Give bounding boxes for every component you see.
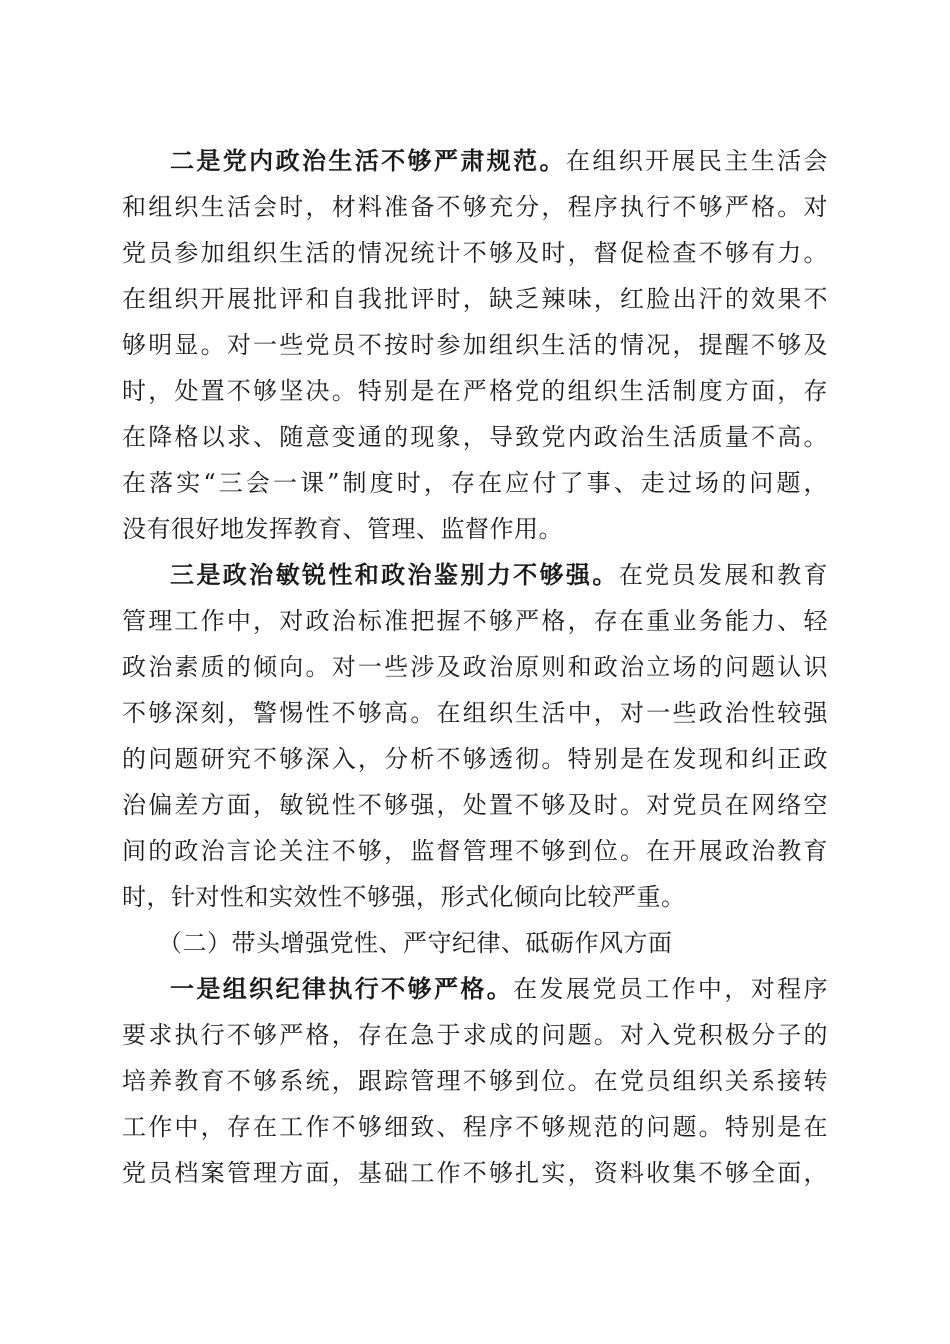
- paragraph-3-line-1: [170, 971, 828, 1007]
- paragraph-1-line-4: 在组织开展批评和自我批评时，缺乏辣味，红脸出汗的效果不: [122, 285, 828, 313]
- paragraph-1-line-9: 没有很好地发挥教育、管理、监督作用。: [122, 515, 563, 543]
- paragraph-2-line-5: 的问题研究不够深入，分析不够透彻。特别是在发现和纠正政: [122, 745, 828, 773]
- paragraph-3-line-2: 要求执行不够严格，存在急于求成的问题。对入党积极分子的: [122, 1021, 828, 1049]
- paragraph-1-line-1: [170, 143, 828, 179]
- paragraph-2-lead: 三是政治敏锐性和政治鉴别力不够强。: [170, 560, 619, 589]
- paragraph-2-line-6: 治偏差方面，敏锐性不够强，处置不够及时。对党员在网络空: [122, 791, 828, 819]
- paragraph-1-line-6: 时，处置不够坚决。特别是在严格党的组织生活制度方面，存: [122, 377, 828, 405]
- paragraph-3-line-3: 培养教育不够系统，跟踪管理不够到位。在党员组织关系接转: [122, 1067, 828, 1095]
- paragraph-2-line-8: 时，针对性和实效性不够强，形式化倾向比较严重。: [122, 883, 686, 911]
- paragraph-1-line-3: 党员参加组织生活的情况统计不够及时，督促检查不够有力。: [122, 239, 828, 267]
- paragraph-1-line-8: 在落实“三会一课”制度时，存在应付了事、走过场的问题，: [122, 469, 828, 497]
- paragraph-3-text: 在发展党员工作中，对程序: [513, 975, 828, 1003]
- paragraph-1-line-7: 在降格以求、随意变通的现象，导致党内政治生活质量不高。: [122, 423, 828, 451]
- paragraph-1-line-2: 和组织生活会时，材料准备不够充分，程序执行不够严格。对: [122, 193, 828, 221]
- paragraph-2-line-2: 管理工作中，对政治标准把握不够严格，存在重业务能力、轻: [122, 607, 828, 635]
- paragraph-2-line-7: 间的政治言论关注不够，监督管理不够到位。在开展政治教育: [122, 837, 828, 865]
- paragraph-3-lead: 一是组织纪律执行不够严格。: [170, 974, 514, 1003]
- paragraph-1-text: 在组织开展民主生活会: [565, 147, 828, 175]
- paragraph-3-line-4: 工作中，存在工作不够细致、程序不够规范的问题。特别是在: [122, 1113, 828, 1141]
- paragraph-3-line-5: 党员档案管理方面，基础工作不够扎实，资料收集不够全面，: [122, 1159, 828, 1187]
- paragraph-2-line-1: [170, 557, 828, 593]
- paragraph-1-line-5: 够明显。对一些党员不按时参加组织生活的情况，提醒不够及: [122, 331, 828, 359]
- paragraph-2-line-3: 政治素质的倾向。对一些涉及政治原则和政治立场的问题认识: [122, 653, 828, 681]
- paragraph-2-line-4: 不够深刻，警惕性不够高。在组织生活中，对一些政治性较强: [122, 699, 828, 727]
- paragraph-2-text: 在党员发展和教育: [618, 561, 828, 589]
- paragraph-1-lead: 二是党内政治生活不够严肃规范。: [170, 146, 566, 175]
- section-heading: （二）带头增强党性、严守纪律、砥砺作风方面: [158, 929, 673, 957]
